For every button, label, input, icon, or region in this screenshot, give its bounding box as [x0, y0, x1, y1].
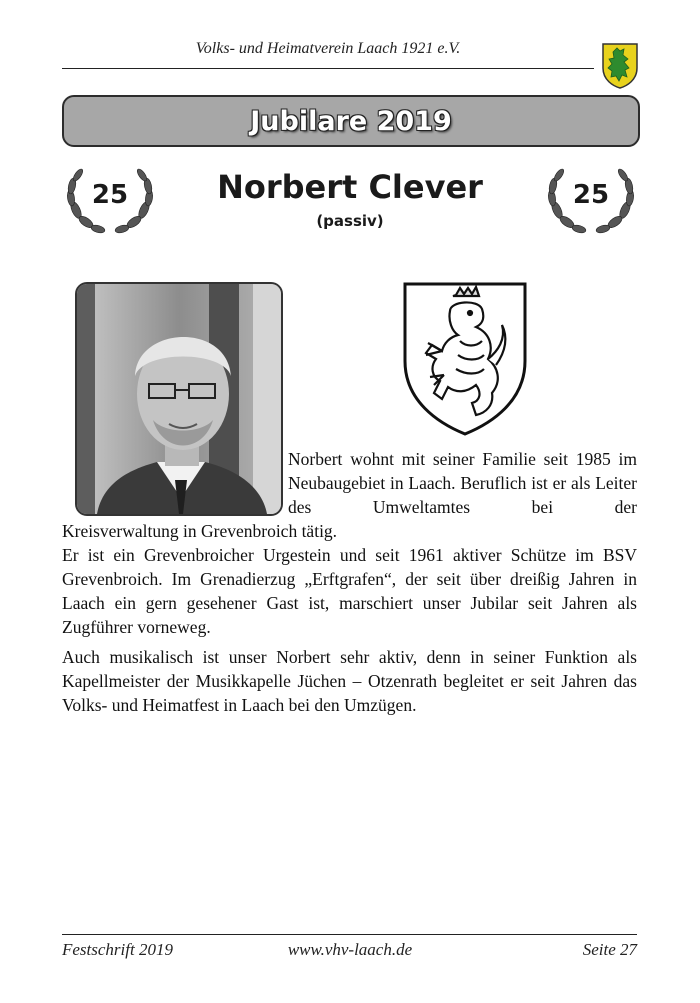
paragraph-intro: Norbert wohnt mit seiner Familie seit 1985 im Neubaugebiet in Laach. Beruflich ist er als Leiter des Umweltamtes bei der [288, 449, 637, 517]
laurel-wreath-right [543, 166, 639, 236]
header-rule [62, 68, 594, 69]
header-title: Volks- und Heimatverein Laach 1921 e.V. [195, 40, 461, 57]
footer-rule [62, 934, 637, 935]
person-name: Norbert Clever [217, 168, 483, 206]
banner-title: Jubilare 2019 [250, 105, 452, 137]
title-banner [62, 95, 640, 147]
paragraph-intro-end: Kreisverwaltung in Grevenbroich tätig. [62, 521, 338, 541]
footer-page-number: Seite 27 [582, 940, 637, 959]
member-status: (passiv) [316, 212, 384, 230]
jubilee-years-left: 25 [91, 180, 129, 210]
crest-icon [601, 42, 639, 89]
footer-website-link[interactable]: www.vhv-laach.de [287, 940, 413, 959]
paragraph-schuetze: Er ist ein Grevenbroicher Urgestein und seit 1961 aktiver Schütze im BSV Grevenbroich. Im Grenadierzug „Erftgrafen“, der seit über dreißig Jahren in Laach ein gern gesehener Gast ist, marschiert unser Jubilar seit Jahren als Zugführer vorneweg. [62, 545, 637, 637]
portrait-photo [75, 282, 283, 516]
coat-of-arms-icon [402, 281, 528, 437]
laurel-wreath-left [62, 166, 158, 236]
portrait-image [77, 284, 281, 514]
footer-publication: Festschrift 2019 [62, 940, 173, 959]
paragraph-music: Auch musikalisch ist unser Norbert sehr aktiv, denn in seiner Funktion als Kapellmeister der Musikkapelle Jüchen – Otzenrath begleitet er seit Jahren das Volks- und Heimatfest in Laach bei den Umzügen. [62, 647, 637, 715]
jubilee-years-right: 25 [572, 180, 610, 210]
